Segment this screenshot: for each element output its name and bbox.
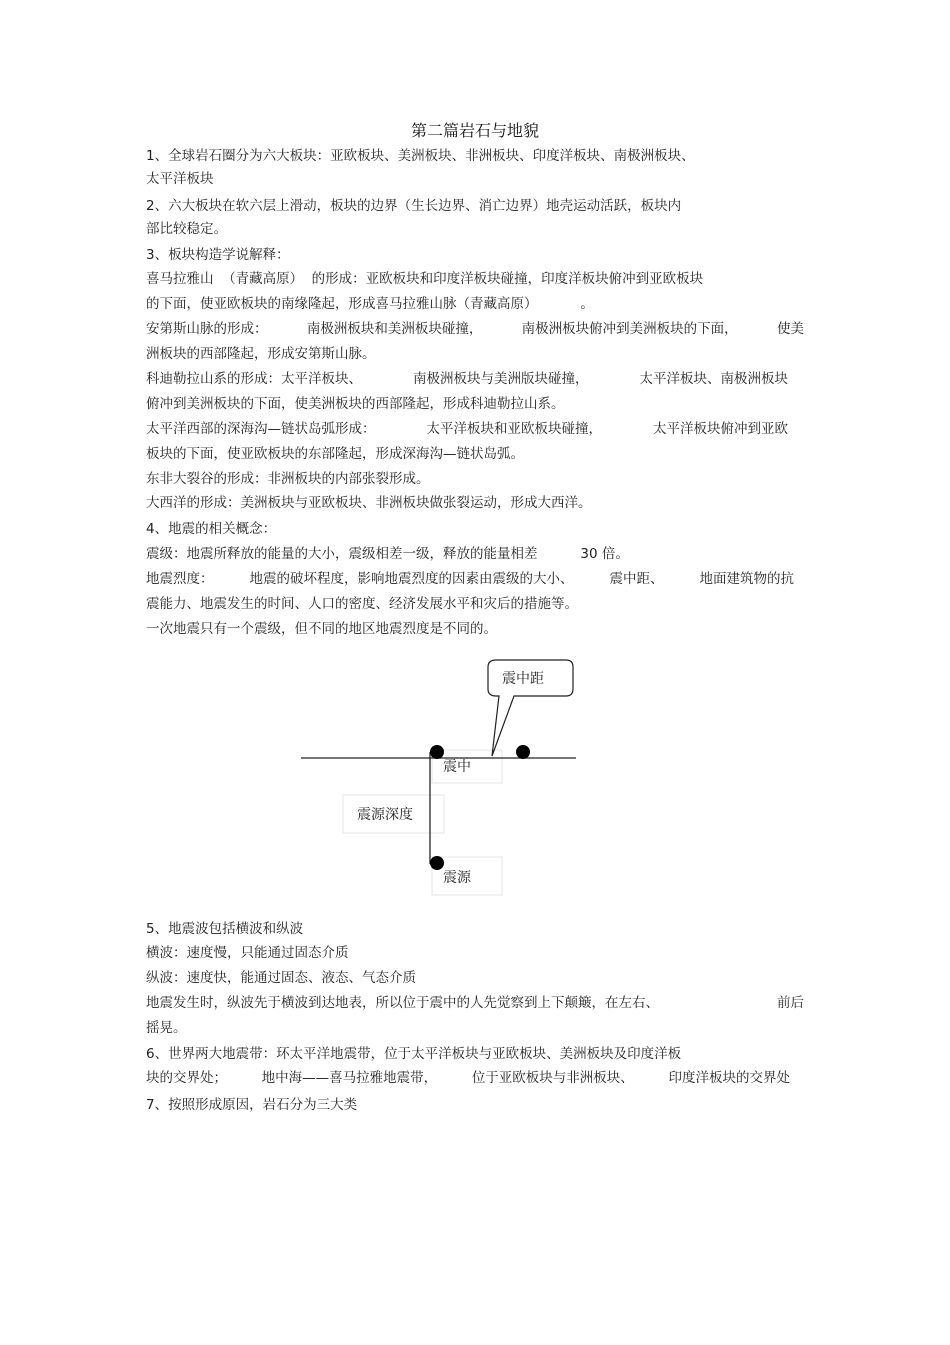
line-17: 震级：地震所释放的能量的大小，震级相差一级，释放的能量相差 30 倍。 — [146, 546, 629, 562]
line-27 — [146, 1069, 790, 1087]
line-5: 3、板块构造学说解释： — [146, 247, 290, 263]
line-23: 纵波：速度快，能通过固态、液态、气态介质 — [146, 970, 416, 986]
line-18-seg: 地震的破坏程度，影响地震烈度的因素由震级的大小、 — [249, 571, 574, 587]
line-20: 一次地震只有一个震级，但不同的地区地震烈度是不同的。 — [146, 621, 497, 637]
epicenter-label: 震中 — [443, 759, 471, 775]
line-1: 1、全球岩石圈分为六大板块：亚欧板块、美洲板块、非洲板块、印度洋板块、南极洲板块、 — [146, 148, 695, 164]
line-27-seg: 块的交界处； — [146, 1070, 227, 1086]
line-26: 6、世界两大地震带：环太平洋地震带，位于太平洋板块与亚欧板块、美洲板块及印度洋板 — [146, 1046, 682, 1062]
line-11: 俯冲到美洲板块的下面，使美洲板块的西部隆起，形成科迪勒拉山系。 — [146, 396, 565, 412]
line-27-seg: 地中海——喜马拉雅地震带， — [261, 1070, 438, 1086]
line-18-seg: 地面建筑物的抗 — [699, 571, 794, 587]
epicenter-dot — [430, 745, 444, 759]
line-3: 2、六大板块在软六层上滑动，板块的边界（生长边界、消亡边界）地壳运动活跃，板块内 — [146, 198, 682, 214]
line-12-seg: 太平洋板块和亚欧板块碰撞， — [426, 421, 602, 437]
line-12-seg: 太平洋板块俯冲到亚欧 — [653, 421, 788, 437]
line-12-seg: 太平洋西部的深海沟—链状岛弧形成： — [146, 421, 376, 437]
line-8-seg: 南极洲板块和美洲板块碰撞， — [306, 321, 483, 337]
line-7: 的下面，使亚欧板块的南缘隆起，形成喜马拉雅山脉（青藏高原） 。 — [146, 296, 594, 312]
line-18-seg: 地震烈度： — [146, 571, 214, 587]
line-15: 大西洋的形成：美洲板块与亚欧板块、非洲板块做张裂运动，形成大西洋。 — [146, 495, 592, 511]
line-4: 部比较稳定。 — [146, 221, 227, 237]
line-10-seg: 南极洲板块与美洲版块碰撞， — [413, 371, 589, 387]
focal-depth-label: 震源深度 — [357, 807, 413, 823]
line-28: 7、按照形成原因，岩石分为三大类 — [146, 1097, 358, 1113]
line-14: 东非大裂谷的形成：非洲板块的内部张裂形成。 — [146, 471, 430, 487]
line-24 — [146, 994, 804, 1012]
focus-label: 震源 — [443, 870, 471, 886]
line-2: 太平洋板块 — [146, 171, 214, 187]
focus-dot — [430, 856, 444, 870]
line-10-seg: 科迪勒拉山系的形成：太平洋板块、 — [146, 371, 362, 387]
line-22: 横波：速度慢，只能通过固态介质 — [146, 945, 349, 961]
line-27-seg: 印度洋板块的交界处 — [668, 1070, 790, 1086]
line-13: 板块的下面，使亚欧板块的东部隆起，形成深海沟—链状岛弧。 — [146, 446, 524, 462]
line-21: 5、地震波包括横波和纵波 — [146, 921, 304, 937]
line-24-seg: 地震发生时，纵波先于横波到达地表，所以位于震中的人先觉察到上下颠簸，在左右、 — [146, 995, 659, 1011]
line-19: 震能力、地震发生的时间、人口的密度、经济发展水平和灾后的措施等。 — [146, 596, 578, 612]
line-8-seg: 安第斯山脉的形成： — [146, 321, 268, 337]
surface-point-dot — [516, 745, 530, 759]
line-10-seg: 太平洋板块、南极洲板块 — [639, 371, 788, 387]
line-16: 4、地震的相关概念： — [146, 521, 277, 537]
line-8-seg: 使美 — [776, 321, 804, 337]
callout-label: 震中距 — [502, 671, 544, 687]
line-24-seg: 前后 — [777, 995, 804, 1011]
page-title: 第二篇岩石与地貌 — [410, 121, 539, 140]
line-18-seg: 震中距、 — [609, 571, 664, 587]
line-8-seg: 南极洲板块俯冲到美洲板块的下面， — [521, 321, 738, 337]
line-27-seg: 位于亚欧板块与非洲板块、 — [471, 1070, 634, 1086]
line-9: 洲板块的西部隆起，形成安第斯山脉。 — [146, 346, 376, 362]
line-25: 摇晃。 — [146, 1020, 187, 1036]
line-6: 喜马拉雅山 （青藏高原） 的形成：亚欧板块和印度洋板块碰撞，印度洋板块俯冲到亚欧板块 — [146, 271, 704, 287]
